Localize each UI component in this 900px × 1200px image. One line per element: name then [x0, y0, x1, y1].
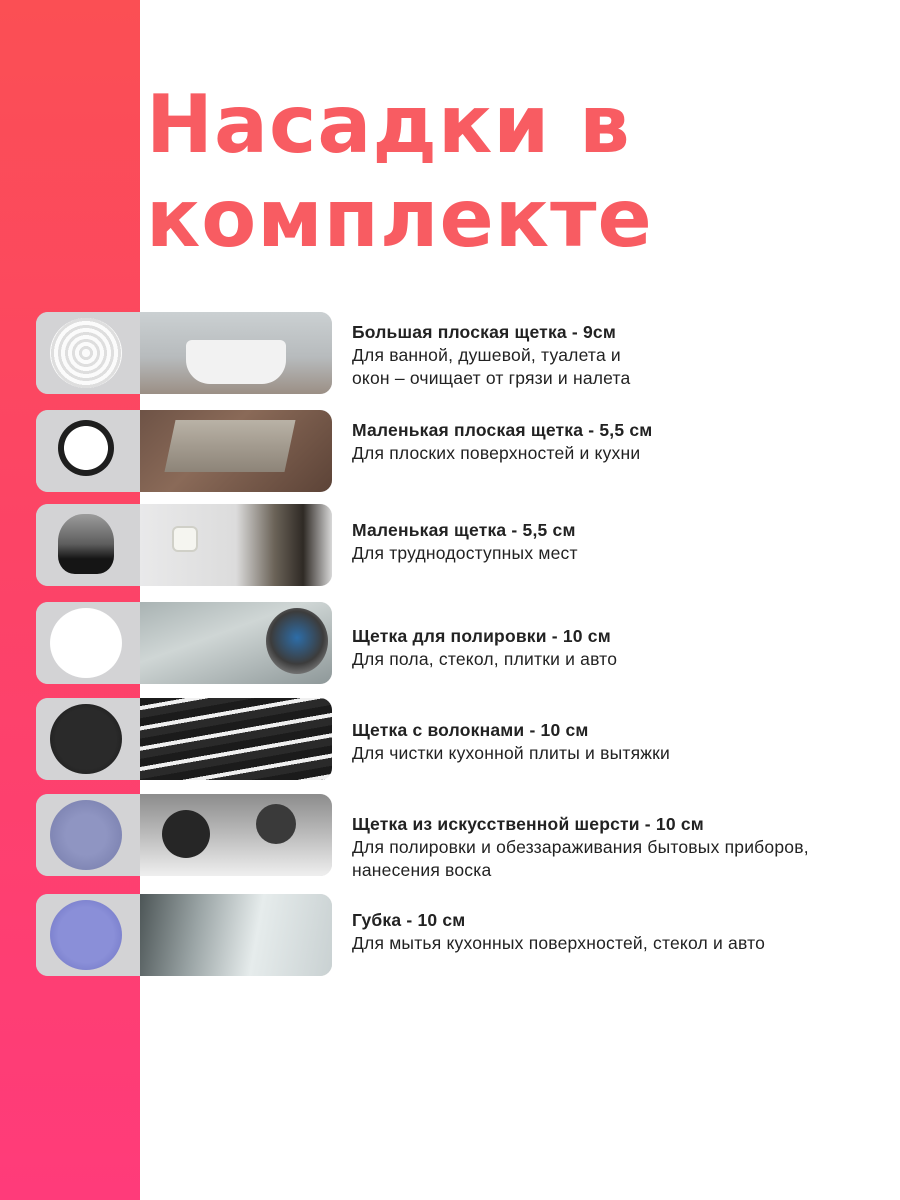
bathroom-photo — [140, 312, 332, 394]
item-description-cont: нанесения воска — [352, 860, 492, 880]
item-name: Щетка для полировки - 10 см — [352, 626, 611, 646]
polishing-photo — [140, 602, 332, 684]
stove-photo — [140, 698, 332, 780]
item-thumbnail — [36, 410, 332, 492]
small-flat-brush-icon — [58, 420, 114, 476]
item-description: Для мытья кухонных поверхностей, стекол и авто — [352, 933, 766, 953]
gas-stove-photo — [140, 794, 332, 876]
large-flat-brush-icon — [50, 318, 122, 388]
list-item-small-brush — [0, 504, 900, 586]
item-description-cont: окон – очищает от грязи и налета — [352, 368, 631, 388]
list-item-large-flat-brush — [0, 312, 900, 394]
fiber-pad-icon — [50, 704, 122, 774]
item-name: Маленькая плоская щетка - 5,5 см — [352, 420, 653, 440]
item-thumbnail — [36, 698, 332, 780]
polishing-pad-icon — [50, 608, 122, 678]
list-item-fiber-pad — [0, 698, 900, 780]
list-item-sponge — [0, 894, 900, 976]
item-name: Большая плоская щетка - 9см — [352, 322, 617, 342]
item-thumbnail — [36, 312, 332, 394]
small-bristle-brush-icon — [58, 514, 114, 574]
wool-pad-icon — [50, 800, 122, 870]
item-thumbnail — [36, 894, 332, 976]
list-item-polishing-pad — [0, 602, 900, 684]
list-item-wool-pad — [0, 794, 900, 880]
item-description: Для пола, стекол, плитки и авто — [352, 649, 618, 669]
item-name: Щетка с волокнами - 10 см — [352, 720, 589, 740]
item-thumbnail — [36, 794, 332, 876]
item-description: Для ванной, душевой, туалета и — [352, 345, 621, 365]
title-line-1: Насадки в — [146, 78, 631, 171]
item-name: Маленькая щетка - 5,5 см — [352, 520, 576, 540]
item-thumbnail — [36, 504, 332, 586]
list-item-small-flat-brush — [0, 410, 900, 492]
item-description: Для плоских поверхностей и кухни — [352, 443, 641, 463]
item-description: Для полировки и обеззараживания бытовых приборов, — [352, 837, 809, 857]
sponge-pad-icon — [50, 900, 122, 970]
kitchen-sink-photo — [140, 410, 332, 492]
moldy-wall-photo — [140, 504, 332, 586]
title-line-2: комплекте — [146, 172, 653, 265]
item-name: Губка - 10 см — [352, 910, 466, 930]
item-thumbnail — [36, 602, 332, 684]
item-description: Для труднодоступных мест — [352, 543, 578, 563]
item-description: Для чистки кухонной плиты и вытяжки — [352, 743, 671, 763]
item-name: Щетка из искусственной шерсти - 10 см — [352, 814, 704, 834]
glass-cleaning-photo — [140, 894, 332, 976]
